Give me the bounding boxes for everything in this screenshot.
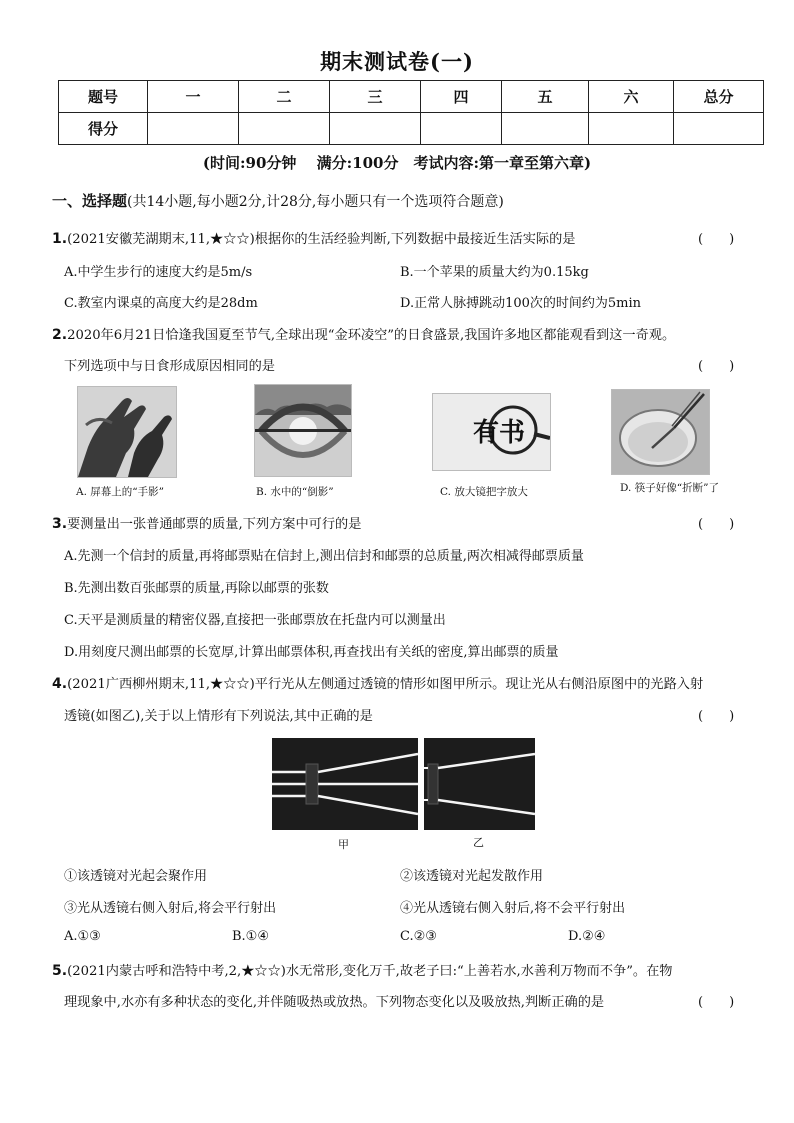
photo-magnifier [432, 393, 551, 471]
question-1 [52, 228, 575, 247]
question-text: 要测量出一张普通邮票的质量,下列方案中可行的是 [67, 517, 362, 532]
question-3 [52, 513, 361, 532]
fig-label-yi: 乙 [473, 836, 484, 849]
option-b: B.先测出数百张邮票的质量,再除以邮票的张数 [64, 581, 329, 596]
exam-info: (时间:90分钟 满分:100分 考试内容:第一章至第六章) [202, 154, 592, 172]
option-c: C.教室内课桌的高度大约是28dm [64, 296, 258, 311]
score-cell-header: 一 [148, 81, 239, 113]
question-number: 5. [52, 963, 68, 979]
question-number: 3. [52, 516, 68, 532]
score-cell-empty[interactable] [589, 113, 674, 145]
fig-label-jia: 甲 [338, 838, 349, 851]
caption-a: A. 屏幕上的“手影” [76, 486, 164, 498]
statement-2: ②该透镜对光起发散作用 [400, 869, 544, 884]
question-text-line2: 下列选项中与日食形成原因相同的是 [64, 359, 275, 374]
option-a: A.先测一个信封的质量,再将邮票贴在信封上,测出信封和邮票的总质量,两次相减得邮票质量 [64, 549, 584, 564]
photo-chopsticks-bowl [611, 389, 710, 475]
question-text-line2: 透镜(如图乙),关于以上情形有下列说法,其中正确的是 [64, 709, 373, 724]
score-cell-empty[interactable] [239, 113, 330, 145]
lens-figure-yi [424, 738, 535, 830]
magnifier-text: 有书 [473, 418, 526, 448]
score-cell-header: 六 [589, 81, 674, 113]
question-text: (2021内蒙古呼和浩特中考,2,★☆☆)水无常形,变化万千,故老子曰:“上善若水,水善利万物而不争”。在物 [67, 964, 673, 979]
option-c: C.②③ [400, 929, 437, 944]
photo-hand-shadow [77, 386, 177, 478]
answer-blank[interactable]: ( ) [698, 359, 735, 374]
score-table [58, 80, 764, 145]
question-number: 2. [52, 327, 68, 343]
score-cell-empty[interactable] [330, 113, 421, 145]
answer-blank[interactable]: ( ) [698, 709, 735, 724]
question-5 [52, 960, 673, 979]
section-desc: (共14小题,每小题2分,计28分,每小题只有一个选项符合题意) [127, 194, 504, 210]
score-table-score-row [59, 113, 764, 145]
question-2 [52, 324, 675, 343]
statement-3: ③光从透镜右侧入射后,将会平行射出 [64, 901, 277, 916]
question-4 [52, 673, 703, 692]
score-cell-empty[interactable] [421, 113, 502, 145]
option-b: B.①④ [232, 929, 269, 944]
photo-bridge-reflection [254, 384, 352, 477]
question-text-line2: 理现象中,水亦有多种状态的变化,并伴随吸热或放热。下列物态变化以及吸放热,判断正确的是 [64, 995, 605, 1010]
option-a: A.①③ [64, 929, 101, 944]
statement-1: ①该透镜对光起会聚作用 [64, 869, 208, 884]
score-row-label: 得分 [59, 113, 148, 145]
caption-b: B. 水中的“倒影” [256, 486, 334, 498]
question-text: (2021广西柳州期末,11,★☆☆)平行光从左侧通过透镜的情形如图甲所示。现让光从右侧沿原图中的光路入射 [67, 677, 704, 692]
score-cell-header: 题号 [59, 81, 148, 113]
question-number: 4. [52, 676, 68, 692]
score-cell-header: 五 [502, 81, 589, 113]
score-cell-header: 二 [239, 81, 330, 113]
option-d: D.用刻度尺测出邮票的长宽厚,计算出邮票体积,再查找出有关纸的密度,算出邮票的质量 [64, 645, 559, 660]
option-b: B.一个苹果的质量大约为0.15kg [400, 265, 589, 280]
score-table-header-row [59, 81, 764, 113]
option-d: D.②④ [568, 929, 606, 944]
answer-blank[interactable]: ( ) [698, 995, 735, 1010]
score-cell-empty[interactable] [502, 113, 589, 145]
answer-blank[interactable]: ( ) [698, 232, 735, 247]
score-cell-empty[interactable] [674, 113, 764, 145]
section-heading [52, 190, 504, 211]
score-cell-empty[interactable] [148, 113, 239, 145]
lens-figure-jia [272, 738, 418, 830]
question-number: 1. [52, 231, 68, 247]
question-text: 2020年6月21日恰逢我国夏至节气,全球出现“金环凌空”的日食盛景,我国许多地区都能观看到这一奇观。 [67, 328, 676, 343]
answer-blank[interactable]: ( ) [698, 517, 735, 532]
caption-d: D. 筷子好像“折断”了 [620, 482, 719, 494]
page-title: 期末测试卷(一) [320, 49, 474, 74]
caption-c: C. 放大镜把字放大 [440, 486, 528, 498]
option-d: D.正常人脉搏跳动100次的时间约为5min [400, 296, 642, 311]
score-cell-header: 四 [421, 81, 502, 113]
question-text: (2021安徽芜湖期末,11,★☆☆)根据你的生活经验判断,下列数据中最接近生活实际的是 [67, 232, 576, 247]
option-c: C.天平是测质量的精密仪器,直接把一张邮票放在托盘内可以测量出 [64, 613, 446, 628]
statement-4: ④光从透镜右侧入射后,将不会平行射出 [400, 901, 626, 916]
score-cell-header: 三 [330, 81, 421, 113]
score-cell-header: 总分 [674, 81, 764, 113]
section-label: 一、选择题 [52, 192, 128, 210]
option-a: A.中学生步行的速度大约是5m/s [64, 265, 253, 280]
